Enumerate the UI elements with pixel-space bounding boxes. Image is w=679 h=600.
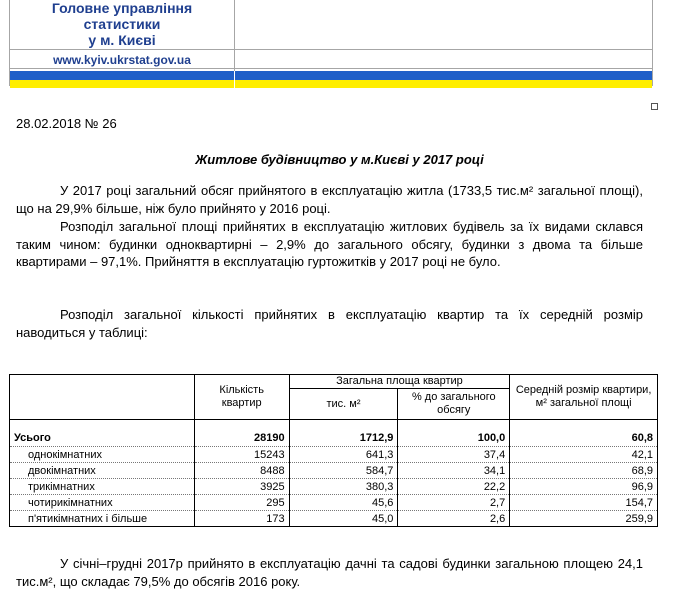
- organization-name: [10, 0, 234, 48]
- row-count: 28190: [194, 430, 289, 447]
- row-area: 45,0: [289, 511, 398, 527]
- header-divider-2: [10, 68, 652, 69]
- paragraph-1: У 2017 році загальний обсяг прийнятого в експлуатацію житла (1733,5 тис.м² загальної площі), що на 29,9% більше, ніж було прийнято у 2016 році.: [16, 183, 643, 216]
- table-resize-handle[interactable]: [651, 103, 658, 110]
- row-avg: 154,7: [510, 495, 658, 511]
- row-label: чотирикімнатних: [10, 495, 195, 511]
- row-label: двокімнатних: [10, 463, 195, 479]
- table-row: [10, 447, 658, 463]
- header-divider: [10, 49, 652, 50]
- row-count: 8488: [194, 463, 289, 479]
- header-box: [9, 0, 653, 86]
- header-vertical-divider: [234, 0, 235, 75]
- flag-stripe-yellow: [10, 80, 652, 88]
- row-label: Усього: [10, 430, 195, 447]
- row-pct: 2,7: [398, 495, 510, 511]
- row-avg: 68,9: [510, 463, 658, 479]
- row-area: 380,3: [289, 479, 398, 495]
- document-title: Житлове будівництво у м.Києві у 2017 році: [195, 152, 484, 167]
- row-pct: 2,6: [398, 511, 510, 527]
- row-avg: 60,8: [510, 430, 658, 447]
- org-line-2: статистики: [83, 16, 161, 32]
- row-area: 641,3: [289, 447, 398, 463]
- document-date: 28.02.2018 № 26: [16, 116, 117, 131]
- row-avg: 96,9: [510, 479, 658, 495]
- row-avg: 259,9: [510, 511, 658, 527]
- row-area: 584,7: [289, 463, 398, 479]
- table-row: [10, 479, 658, 495]
- org-line-3: у м. Києві: [88, 32, 156, 48]
- header-area-group: Загальна площа квартир: [289, 375, 510, 389]
- header-count: Кількість квартир: [194, 375, 289, 420]
- paragraph-4: У січні–грудні 2017р прийнято в експлуатацію дачні та садові будинки загальною площею 24,1 тис.м², що складає 79,5% до обсягів 2016 року.: [16, 556, 643, 589]
- header-avg-size: Середній розмір квартири, м² загальної площі: [510, 375, 658, 420]
- row-pct: 100,0: [398, 430, 510, 447]
- row-area: 45,6: [289, 495, 398, 511]
- row-pct: 22,2: [398, 479, 510, 495]
- row-count: 15243: [194, 447, 289, 463]
- row-pct: 34,1: [398, 463, 510, 479]
- header-empty-cell: [10, 375, 195, 420]
- flag-stripe-blue: [10, 71, 652, 80]
- header-area-abs: тис. м²: [289, 389, 398, 420]
- table-row: [10, 511, 658, 527]
- table-row: [10, 495, 658, 511]
- website-link[interactable]: www.kyiv.ukrstat.gov.ua: [53, 53, 191, 67]
- row-count: 3925: [194, 479, 289, 495]
- row-count: 295: [194, 495, 289, 511]
- row-avg: 42,1: [510, 447, 658, 463]
- table-row-total: [10, 430, 658, 447]
- row-pct: 37,4: [398, 447, 510, 463]
- row-label: п'ятикімнатних і більше: [10, 511, 195, 527]
- row-area: 1712,9: [289, 430, 398, 447]
- row-label: трикімнатних: [10, 479, 195, 495]
- paragraph-2: Розподіл загальної площі прийнятих в експлуатацію житлових будівель за їх видами склався таким чином: будинки одноквартирні – 2,9% до загального обсягу, будинки з двома та більше квартирами – 97,1%. Прийняття в експлуатацію гуртожитків у 2017 році не було.: [16, 219, 643, 269]
- header-area-pct: % до загального обсягу: [398, 389, 510, 420]
- table-row: [10, 463, 658, 479]
- apartments-table: [9, 374, 658, 527]
- org-line-1: Головне управління: [51, 0, 193, 16]
- flag-split: [234, 71, 235, 88]
- row-label: однокімнатних: [10, 447, 195, 463]
- row-count: 173: [194, 511, 289, 527]
- paragraph-3: Розподіл загальної кількості прийнятих в експлуатацію квартир та їх середній розмір наводиться у таблиці:: [16, 307, 643, 340]
